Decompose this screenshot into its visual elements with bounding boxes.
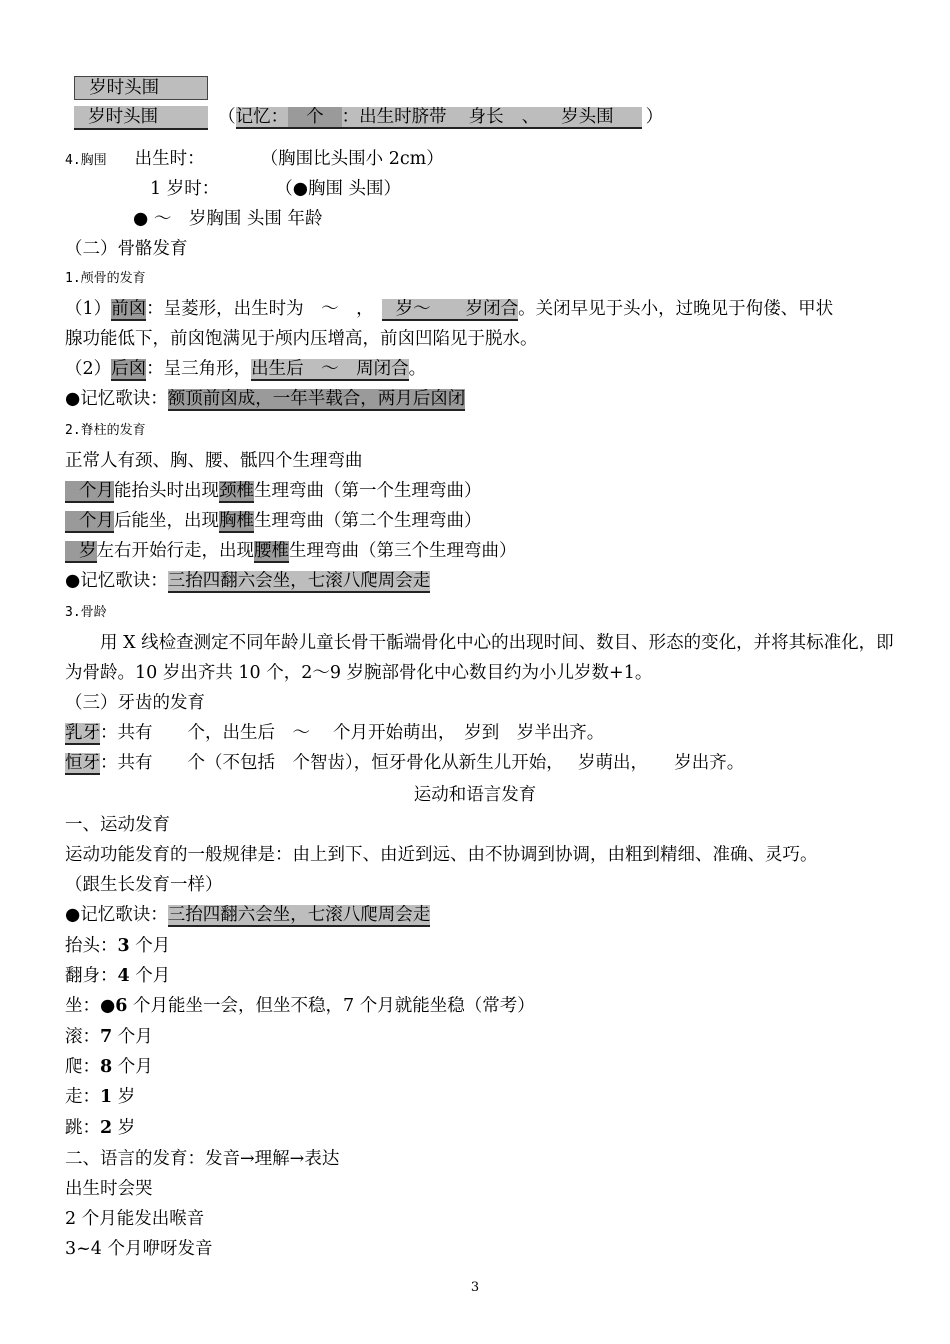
chest-number: 4.: [65, 153, 81, 168]
perm-text: ：共有 个（不包括 个智齿），恒牙骨化从新生儿开始， 岁萌出， 岁出齐。: [100, 753, 745, 773]
motor-item-value: 8: [100, 1057, 113, 1077]
motor-language-title: 运动和语言发育: [413, 785, 537, 805]
anterior-prefix: （1）: [65, 299, 112, 319]
motor-item-label: 滚：: [65, 1027, 100, 1047]
motor-item-label: 抬头：: [65, 936, 118, 956]
rhyme-text: 额顶前囟成，一年半载合，两月后囟闭: [167, 389, 466, 409]
motor-item-label: 爬：: [65, 1057, 100, 1077]
language-line-3: 3~4 个月咿呀发音: [65, 1239, 213, 1259]
perm-teeth-line: [65, 752, 744, 774]
motor-item-label: 走：: [65, 1087, 100, 1107]
memo-close: ）: [645, 107, 664, 127]
motor-item: [65, 995, 535, 1017]
anterior-close: 岁～ 岁闭合: [382, 299, 519, 321]
posterior-prefix: （2）: [65, 359, 112, 379]
curve1-months: 个月: [65, 481, 114, 503]
anterior-term: 前囟: [111, 299, 147, 319]
teeth-section-heading: （三）牙齿的发育: [65, 693, 205, 713]
curve3-spine: 腰椎: [254, 541, 289, 561]
curve1-desc: 生理弯曲（第一个生理弯曲）: [254, 481, 482, 501]
posterior-end: 。: [408, 359, 427, 379]
memo-text: ：出生时脐带: [342, 107, 469, 129]
fontanelle-rhyme: [65, 388, 465, 410]
motor-item-unit: 个月: [129, 936, 171, 956]
perm-term: 恒牙: [65, 753, 100, 773]
motor-item-unit: 个月: [112, 1057, 153, 1077]
motor-item-label: 翻身：: [65, 966, 118, 986]
motor-item-value: 4: [117, 966, 130, 986]
memo-head: 岁头围: [561, 107, 642, 129]
motor-item: [65, 1026, 153, 1048]
chest-year1-note: （●胸围 头围）: [275, 179, 402, 199]
curve1-spine: 颈椎: [219, 481, 254, 501]
chest-birth-line: [65, 148, 444, 172]
posterior-line: [65, 358, 426, 380]
motor-item-unit: 岁: [112, 1118, 136, 1138]
motor-rule-note: （跟生长发育一样）: [65, 875, 223, 895]
curve2-months: 个月: [65, 511, 114, 533]
motor-item: [65, 1117, 135, 1139]
curve3-desc: 生理弯曲（第三个生理弯曲）: [289, 541, 517, 561]
memo-count: 个: [288, 107, 342, 129]
motor-item: [65, 935, 170, 957]
motor-item: [65, 1056, 153, 1078]
memo-label: 记忆：: [235, 107, 289, 127]
language-line-2: 2 个月能发出喉音: [65, 1209, 205, 1229]
page-number: 3: [470, 1280, 480, 1295]
chest-year1-label: 1 岁时：: [150, 179, 220, 199]
curve2-text: 后能坐，出现: [114, 511, 219, 531]
milk-term: 乳牙: [65, 723, 100, 743]
motor-rhyme-1: [65, 570, 430, 592]
motor-item-value: ●6: [100, 996, 128, 1016]
rhyme2-label: ●记忆歌诀：: [65, 571, 168, 591]
motor-rhyme-2: [65, 904, 430, 926]
memo-sep: 、: [522, 107, 562, 129]
posterior-desc: ：呈三角形，: [146, 359, 252, 379]
bone-sub1-heading: 1.颅骨的发育: [65, 271, 146, 286]
motor-item-value: 7: [100, 1027, 113, 1047]
memo-open: （: [218, 107, 236, 127]
motor-rhyme-label: ●记忆歌诀：: [65, 905, 168, 925]
spine-intro: 正常人有颈、胸、腰、骶四个生理弯曲: [65, 451, 363, 471]
curve3-years: 岁: [65, 541, 97, 563]
chest-birth-label: 出生时：: [134, 149, 205, 169]
curve2-spine: 胸椎: [219, 511, 254, 531]
motor-item-unit: 岁: [112, 1087, 136, 1107]
motor-item: [65, 1086, 135, 1108]
bone-section-heading: （二）骨骼发育: [65, 239, 188, 259]
curve-2-line: [65, 510, 482, 532]
chest-heading: 胸围: [80, 153, 107, 168]
anterior-desc: ：呈菱形，出生时为 ～ ，: [146, 299, 374, 319]
curve-1-line: [65, 480, 482, 502]
chest-range-line: ● ～ 岁胸围 头围 年龄: [133, 209, 323, 229]
language-section-heading: 二、语言的发育：发音→理解→表达: [65, 1149, 340, 1169]
memo-length: 身长: [469, 107, 522, 129]
motor-section-heading: 一、运动发育: [65, 815, 170, 835]
anterior-rest: 。关闭早见于头小，过晚见于佝偻、甲状: [518, 299, 834, 319]
anterior-line2: 腺功能低下，前囟饱满见于颅内压增高，前囟凹陷见于脱水。: [65, 329, 538, 349]
motor-rhyme-text: 三抬四翻六会坐，七滚八爬周会走: [167, 905, 431, 925]
curve-3-line: [65, 540, 517, 562]
motor-item-value: 3: [117, 936, 130, 956]
bone-sub2-heading: 2.脊柱的发育: [65, 423, 146, 438]
posterior-close: 出生后 ～ 周闭合: [251, 359, 409, 379]
motor-item-unit: 个月: [129, 966, 171, 986]
curve3-text: 左右开始行走，出现: [96, 541, 254, 561]
motor-item-value: 1: [100, 1087, 113, 1107]
motor-rule: 运动功能发育的一般规律是：由上到下、由近到远、由不协调到协调，由粗到精细、准确、灵巧。: [65, 845, 818, 865]
bone-age-paragraph: 用 X 线检查测定不同年龄儿童长骨干骺端骨化中心的出现时间、数目、形态的变化，并将其标准化，即为骨龄。10 岁出齐共 10 个，2～9 岁腕部骨化中心数目约为小儿岁数+1。: [65, 633, 894, 683]
chest-year1-line: [150, 178, 401, 200]
anterior-line: [65, 298, 833, 320]
header-row1-label: 岁时头围: [74, 76, 208, 100]
rhyme-label: ●记忆歌诀：: [65, 389, 168, 409]
motor-item-label: 坐：: [65, 996, 100, 1016]
milk-teeth-line: [65, 722, 604, 744]
motor-item-unit: 个月能坐一会，但坐不稳，7 个月就能坐稳（常考）: [127, 996, 535, 1016]
bone-sub3-heading: 3.骨龄: [65, 605, 107, 620]
motor-item-unit: 个月: [112, 1027, 153, 1047]
language-line-1: 出生时会哭: [65, 1179, 153, 1199]
motor-item-value: 2: [100, 1118, 113, 1138]
chest-birth-note: （胸围比头围小 2cm）: [260, 149, 444, 169]
header-row-2: [63, 84, 663, 130]
motor-item-label: 跳：: [65, 1118, 100, 1138]
curve2-desc: 生理弯曲（第二个生理弯曲）: [254, 511, 482, 531]
curve1-text: 能抬头时出现: [114, 481, 219, 501]
posterior-term: 后囟: [111, 359, 147, 379]
milk-text: ：共有 个，出生后 ～ 个月开始萌出， 岁到 岁半出齐。: [100, 723, 605, 743]
header-row2-label: 岁时头围: [74, 106, 208, 130]
motor-item: [65, 965, 170, 987]
rhyme2-text: 三抬四翻六会坐，七滚八爬周会走: [167, 571, 431, 591]
